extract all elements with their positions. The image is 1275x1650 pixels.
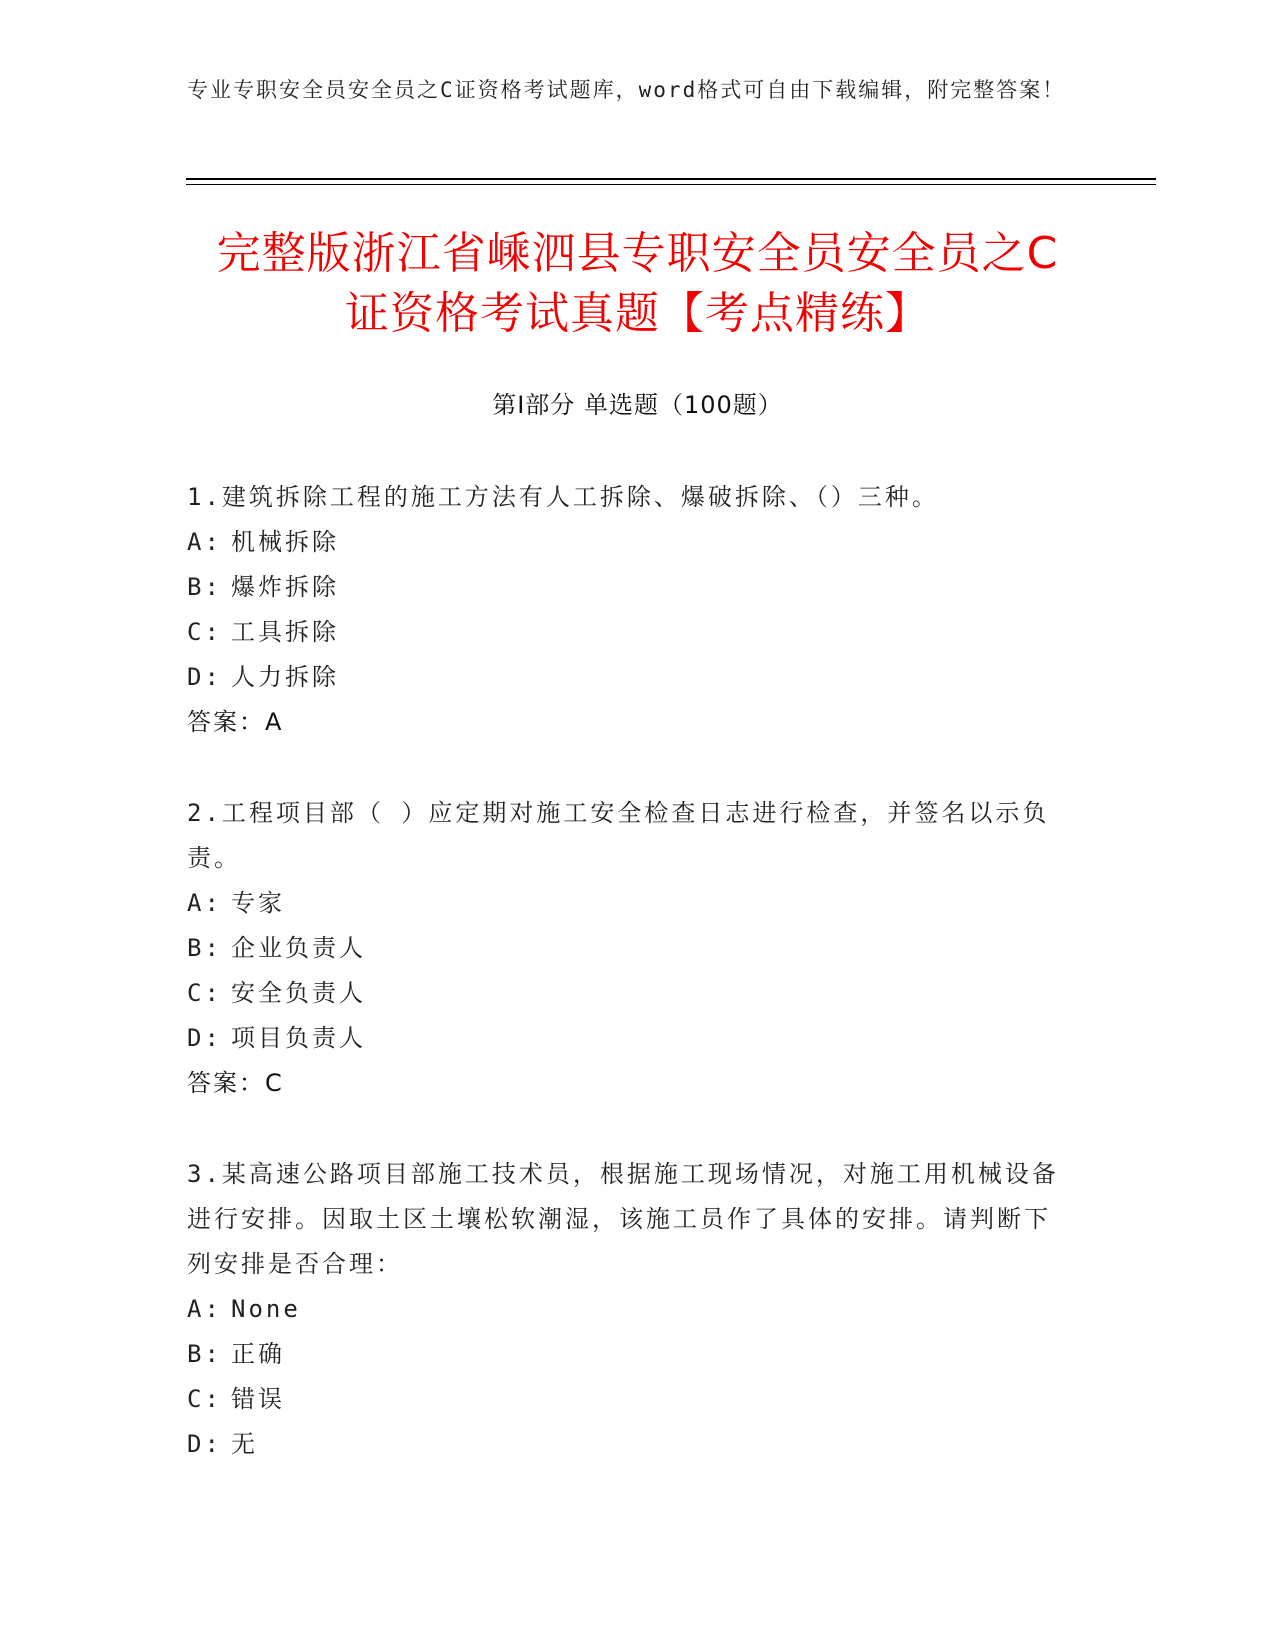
option-d bbox=[187, 1016, 1067, 1061]
question-3 bbox=[187, 1152, 1067, 1467]
answer-line: 答案：C bbox=[187, 1069, 284, 1097]
option-letter: D: bbox=[187, 1430, 222, 1458]
header-divider-thin bbox=[186, 184, 1156, 185]
document-title-line-1: 完整版浙江省嵊泗县专职安全员安全员之C bbox=[216, 228, 1059, 279]
question-2 bbox=[187, 791, 1067, 1106]
document-title bbox=[150, 224, 1125, 344]
option-text: 无 bbox=[231, 1430, 258, 1458]
option-text: 安全负责人 bbox=[231, 979, 366, 1007]
option-letter: C: bbox=[187, 979, 222, 1007]
option-b bbox=[187, 926, 1067, 971]
option-c bbox=[187, 971, 1067, 1016]
question-stem: 2.工程项目部（ ）应定期对施工安全检查日志进行检查，并签名以示负责。 bbox=[187, 799, 1050, 872]
question-stem: 1.建筑拆除工程的施工方法有人工拆除、爆破拆除、（）三种。 bbox=[187, 483, 939, 511]
option-c bbox=[187, 1377, 1067, 1422]
section-heading: 第Ⅰ部分 单选题（100题） bbox=[492, 391, 783, 419]
document-title-line-2: 证资格考试真题【考点精练】 bbox=[345, 288, 930, 339]
option-letter: C: bbox=[187, 618, 222, 646]
option-d bbox=[187, 655, 1067, 700]
option-letter: C: bbox=[187, 1385, 222, 1413]
option-letter: B: bbox=[187, 934, 222, 962]
option-letter: A: bbox=[187, 1295, 222, 1323]
option-text: 项目负责人 bbox=[231, 1024, 366, 1052]
option-text: 专家 bbox=[231, 889, 285, 917]
option-text: 错误 bbox=[231, 1385, 285, 1413]
option-b bbox=[187, 565, 1067, 610]
option-text: None bbox=[231, 1295, 301, 1323]
option-letter: B: bbox=[187, 1340, 222, 1368]
option-c bbox=[187, 610, 1067, 655]
question-list bbox=[187, 475, 1067, 1513]
option-text: 企业负责人 bbox=[231, 934, 366, 962]
option-letter: D: bbox=[187, 663, 222, 691]
option-a bbox=[187, 1287, 1067, 1332]
option-b bbox=[187, 1332, 1067, 1377]
option-text: 爆炸拆除 bbox=[231, 573, 339, 601]
answer-line: 答案：A bbox=[187, 708, 284, 736]
question-stem: 3.某高速公路项目部施工技术员，根据施工现场情况，对施工用机械设备进行安排。因取土区土壤松软潮湿，该施工员作了具体的安排。请判断下列安排是否合理： bbox=[187, 1160, 1059, 1278]
option-text: 人力拆除 bbox=[231, 663, 339, 691]
option-a bbox=[187, 520, 1067, 565]
option-a bbox=[187, 881, 1067, 926]
option-letter: A: bbox=[187, 889, 222, 917]
header-divider-thick bbox=[186, 178, 1156, 180]
option-text: 正确 bbox=[231, 1340, 285, 1368]
option-letter: D: bbox=[187, 1024, 222, 1052]
option-letter: A: bbox=[187, 528, 222, 556]
option-letter: B: bbox=[187, 573, 222, 601]
header-note: 专业专职安全员安全员之C证资格考试题库，word格式可自由下载编辑，附完整答案！ bbox=[187, 78, 1066, 102]
question-1 bbox=[187, 475, 1067, 745]
option-text: 工具拆除 bbox=[231, 618, 339, 646]
option-d bbox=[187, 1422, 1067, 1467]
option-text: 机械拆除 bbox=[231, 528, 339, 556]
